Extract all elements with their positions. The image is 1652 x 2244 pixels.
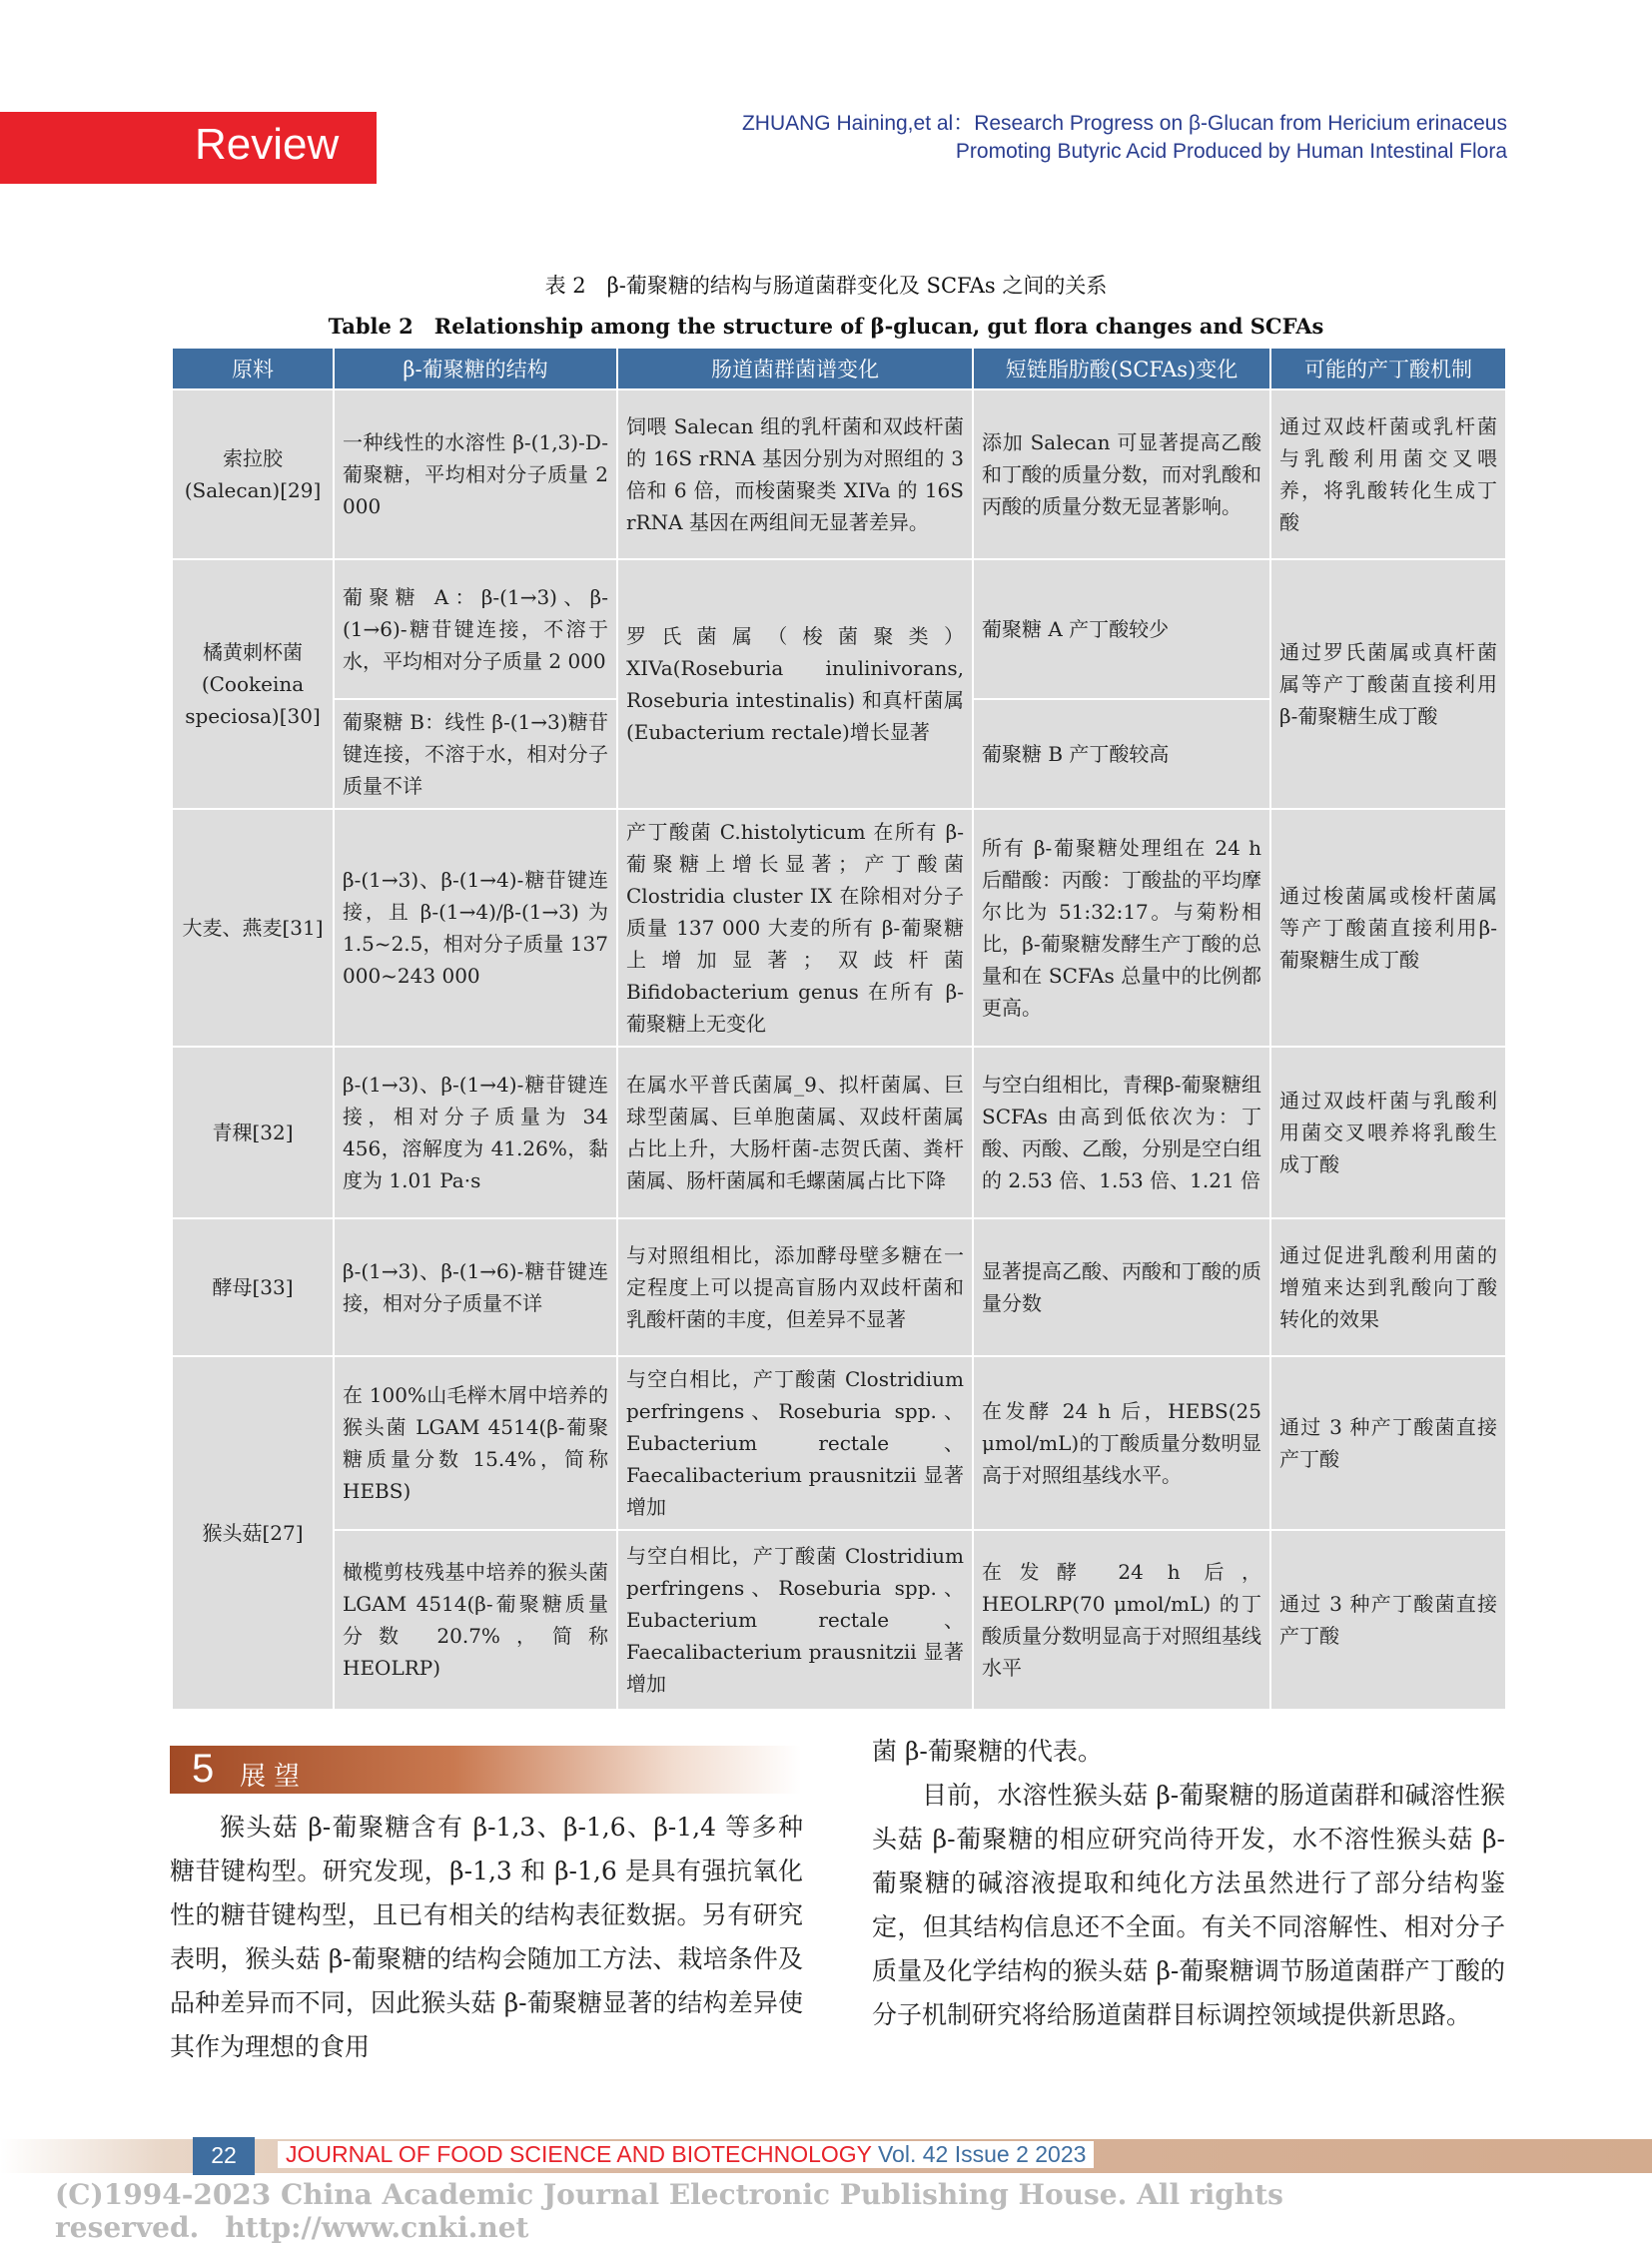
table-header-row xyxy=(172,348,1506,389)
cell-flora: 与空白相比，产丁酸菌 Clostridium perfringens、Roseburia spp.、Eubacterium rectale、Faecalibacterium prausnitzii 显著增加 xyxy=(617,1530,973,1710)
paragraph: 目前，水溶性猴头菇 β-葡聚糖的肠道菌群和碱溶性猴头菇 β-葡聚糖的相应研究尚待开发，水不溶性猴头菇 β-葡聚糖的碱溶液提取和纯化方法虽然进行了部分结构鉴定，但其结构信息还不全面。有关不同溶解性、相对分子质量及化学结构的猴头菇 β-葡聚糖调节肠道菌群产丁酸的分子机制研究将给肠道菌群目标调控领域提供新思路。 xyxy=(872,1781,1505,2029)
cell-structure: β-(1→3)、β-(1→4)-糖苷键连接，且 β-(1→4)/β-(1→3) 为 1.5~2.5，相对分子质量 137 000~243 000 xyxy=(334,809,617,1047)
cell-mechanism: 通过双歧杆菌与乳酸利用菌交叉喂养将乳酸生成丁酸 xyxy=(1270,1047,1506,1218)
page-number-box xyxy=(193,2137,255,2175)
cell-mechanism: 通过 3 种产丁酸菌直接产丁酸 xyxy=(1270,1356,1506,1530)
section-5-heading xyxy=(170,1746,801,1794)
table-row xyxy=(172,809,1506,1047)
cell-source: 大麦、燕麦[31] xyxy=(172,809,334,1047)
cnki-url: http://www.cnki.net xyxy=(225,2211,529,2244)
cell-structure: β-(1→3)、β-(1→6)-糖苷键连接，相对分子质量不详 xyxy=(334,1218,617,1356)
cell-scfa: 葡聚糖 B 产丁酸较高 xyxy=(973,699,1270,809)
table-caption-cn: 表 2 β-葡聚糖的结构与肠道菌群变化及 SCFAs 之间的关系 xyxy=(544,274,1108,298)
cell-structure: 橄榄剪枝残基中培养的猴头菌 LGAM 4514(β-葡聚糖质量分数 20.7%，简称 HEOLRP) xyxy=(334,1530,617,1710)
table-row xyxy=(172,559,1506,699)
cell-flora: 饲喂 Salecan 组的乳杆菌和双歧杆菌的 16S rRNA 基因分别为对照组的 3 倍和 6 倍，而梭菌聚类 XIVa 的 16S rRNA 基因在两组间无显著差异。 xyxy=(617,389,973,559)
paragraph-continuation: 菌 β-葡聚糖的代表。 xyxy=(872,1737,1103,1766)
cell-scfa: 所有 β-葡聚糖处理组在 24 h 后醋酸：丙酸：丁酸盐的平均摩尔比为 51:32:17。与菊粉相比，β-葡聚糖发酵生产丁酸的总量和在 SCFAs 总量中的比例都更高。 xyxy=(973,809,1270,1047)
table-row xyxy=(172,1356,1506,1530)
cell-flora: 与对照组相比，添加酵母壁多糖在一定程度上可以提高盲肠内双歧杆菌和乳酸杆菌的丰度，但差异不显著 xyxy=(617,1218,973,1356)
table-caption-en: Table 2 Relationship among the structure of β-glucan, gut flora changes and SCFAs xyxy=(328,314,1324,339)
section-number: 5 xyxy=(192,1747,215,1791)
cell-scfa: 与空白组相比，青稞β-葡聚糖组 SCFAs 由高到低依次为：丁酸、丙酸、乙酸，分别是空白组的 2.53 倍、1.53 倍、1.21 倍 xyxy=(973,1047,1270,1218)
cell-source: 橘黄刺杯菌(Cookeina speciosa)[30] xyxy=(172,559,334,809)
cell-source: 索拉胶(Salecan)[29] xyxy=(172,389,334,559)
cell-source: 酵母[33] xyxy=(172,1218,334,1356)
cell-flora: 罗氏菌属（梭菌聚类）XIVa(Roseburia inulinivorans, Roseburia intestinalis) 和真杆菌属(Eubacterium rectale)增长显著 xyxy=(617,559,973,809)
article-running-title: ZHUANG Haining,et al：Research Progress on β-Glucan from Hericium erinaceus Promoting Butyric Acid Produced by Human Intestinal Flora xyxy=(741,112,1507,163)
cell-flora: 在属水平普氏菌属_9、拟杆菌属、巨球型菌属、巨单胞菌属、双歧杆菌属占比上升，大肠杆菌-志贺氏菌、粪杆菌属、肠杆菌属和毛螺菌属占比下降 xyxy=(617,1047,973,1218)
cell-mechanism: 通过梭菌属或梭杆菌属等产丁酸菌直接利用β-葡聚糖生成丁酸 xyxy=(1270,809,1506,1047)
journal-issue: Vol. 42 Issue 2 2023 xyxy=(877,2141,1087,2167)
page-number: 22 xyxy=(211,2142,237,2168)
cell-scfa: 葡聚糖 A 产丁酸较少 xyxy=(973,559,1270,699)
table-row xyxy=(172,1218,1506,1356)
table-row xyxy=(172,1047,1506,1218)
review-label-band xyxy=(0,112,377,184)
journal-info xyxy=(278,2141,1094,2168)
col-header-source: 原料 xyxy=(172,348,334,389)
table-row xyxy=(172,389,1506,559)
cell-mechanism: 通过双歧杆菌或乳杆菌与乳酸利用菌交叉喂养，将乳酸转化生成丁酸 xyxy=(1270,389,1506,559)
cell-scfa: 显著提高乙酸、丙酸和丁酸的质量分数 xyxy=(973,1218,1270,1356)
section-title: 展望 xyxy=(240,1762,309,1792)
cell-structure: 葡聚糖 B：线性 β-(1→3)糖苷键连接，不溶于水，相对分子质量不详 xyxy=(334,699,617,809)
cell-mechanism: 通过罗氏菌属或真杆菌属等产丁酸菌直接利用β-葡聚糖生成丁酸 xyxy=(1270,559,1506,809)
col-header-flora: 肠道菌群菌谱变化 xyxy=(617,348,973,389)
cell-mechanism: 通过 3 种产丁酸菌直接产丁酸 xyxy=(1270,1530,1506,1710)
cell-flora: 与空白相比，产丁酸菌 Clostridium perfringens、Roseburia spp.、Eubacterium rectale、Faecalibacterium prausnitzii 显著增加 xyxy=(617,1356,973,1530)
cell-structure: β-(1→3)、β-(1→4)-糖苷键连接，相对分子质量为 34 456，溶解度为 41.26%，黏度为 1.01 Pa·s xyxy=(334,1047,617,1218)
col-header-mechanism: 可能的产丁酸机制 xyxy=(1270,348,1506,389)
table-row xyxy=(172,1530,1506,1710)
cell-scfa: 添加 Salecan 可显著提高乙酸和丁酸的质量分数，而对乳酸和丙酸的质量分数无显著影响。 xyxy=(973,389,1270,559)
cell-flora: 产丁酸菌 C.histolyticum 在所有 β-葡聚糖上增长显著；产丁酸菌 Clostridia cluster IX 在除相对分子质量 137 000 大麦的所有 β-葡聚糖上增加显著；双歧杆菌 Bifidobacterium genus 在所有 β-葡聚糖上无变化 xyxy=(617,809,973,1047)
col-header-structure: β-葡聚糖的结构 xyxy=(334,348,617,389)
cell-source: 猴头菇[27] xyxy=(172,1356,334,1710)
cell-scfa: 在发酵 24 h 后，HEOLRP(70 μmol/mL) 的丁酸质量分数明显高于对照组基线水平 xyxy=(973,1530,1270,1710)
journal-name: JOURNAL OF FOOD SCIENCE AND BIOTECHNOLOGY xyxy=(286,2141,872,2167)
cell-structure: 一种线性的水溶性 β-(1,3)-D-葡聚糖，平均相对分子质量 2 000 xyxy=(334,389,617,559)
cell-structure: 在 100%山毛榉木屑中培养的猴头菌 LGAM 4514(β-葡聚糖质量分数 15.4%，简称 HEBS) xyxy=(334,1356,617,1530)
col-header-scfa: 短链脂肪酸(SCFAs)变化 xyxy=(973,348,1270,389)
copyright-line xyxy=(55,2178,1652,2244)
paragraph: 猴头菇 β-葡聚糖含有 β-1,3、β-1,6、β-1,4 等多种糖苷键构型。研究发现，β-1,3 和 β-1,6 是具有强抗氧化性的糖苷键构型，且已有相关的结构表征数据。另有研究表明，猴头菇 β-葡聚糖的结构会随加工方法、栽培条件及品种差异而不同，因此猴头菇 β-葡聚糖显著的结构差异使其作为理想的食用 xyxy=(170,1813,803,2061)
right-column-text xyxy=(872,1730,1505,2037)
cell-mechanism: 通过促进乳酸利用菌的增殖来达到乳酸向丁酸转化的效果 xyxy=(1270,1218,1506,1356)
left-column-text xyxy=(170,1806,803,2069)
cell-source: 青稞[32] xyxy=(172,1047,334,1218)
cell-scfa: 在发酵 24 h 后，HEBS(25 μmol/mL)的丁酸质量分数明显高于对照组基线水平。 xyxy=(973,1356,1270,1530)
table-2 xyxy=(171,347,1507,1711)
cell-structure: 葡聚糖 A：β-(1→3)、β-(1→6)-糖苷键连接，不溶于水，平均相对分子质量 2 000 xyxy=(334,559,617,699)
copyright-text: (C)1994-2023 China Academic Journal Electronic Publishing House. All rights reserved. xyxy=(55,2178,1283,2244)
section-label: Review xyxy=(195,120,340,169)
